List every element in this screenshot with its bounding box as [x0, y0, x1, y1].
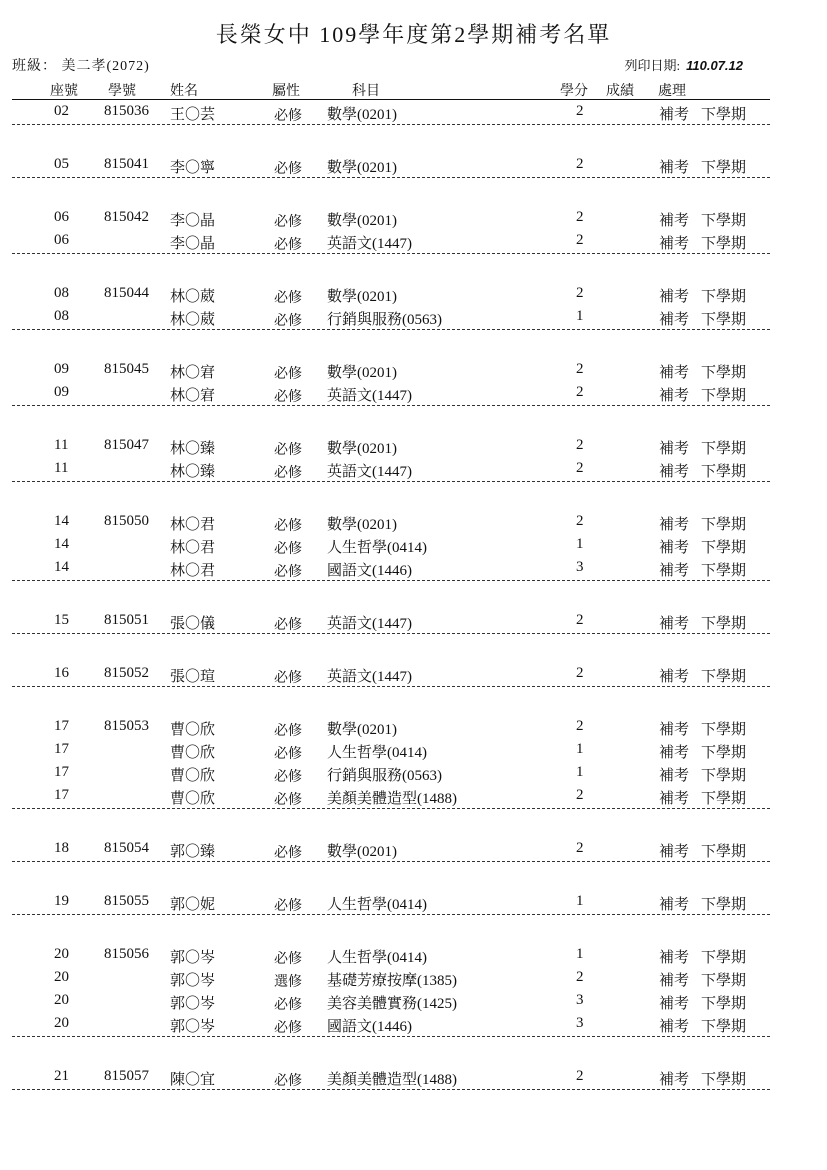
table-row [12, 1066, 770, 1089]
seat-cell: 09 [54, 361, 69, 377]
attribute-cell: 必修 [274, 519, 302, 534]
term-cell: 下學期 [701, 365, 747, 381]
action-cell: 補考 [659, 1019, 690, 1035]
subject-cell: 英語文(1447) [327, 464, 412, 480]
credit-cell: 3 [576, 559, 584, 575]
table-row [12, 663, 770, 686]
seat-cell: 09 [54, 384, 69, 400]
action-cell: 補考 [659, 236, 690, 252]
print-date-label: 列印日期: [624, 58, 681, 73]
attribute-cell: 必修 [274, 466, 302, 481]
table-row [12, 359, 770, 382]
action-cell: 補考 [659, 745, 690, 761]
credit-cell: 1 [576, 536, 584, 552]
student-id-cell: 815053 [104, 718, 149, 734]
subject-cell: 數學(0201) [327, 107, 397, 123]
student-group [12, 101, 770, 125]
table-row [12, 230, 770, 253]
student-id-cell: 815056 [104, 946, 149, 962]
seat-cell: 17 [54, 787, 69, 803]
student-group [12, 891, 770, 915]
header-score: 成績 [606, 84, 634, 99]
action-cell: 補考 [659, 669, 690, 685]
attribute-cell: 必修 [274, 1021, 302, 1036]
term-cell: 下學期 [701, 563, 747, 579]
term-cell: 下學期 [701, 464, 747, 480]
name-cell: 林〇君 [170, 563, 216, 579]
seat-cell: 08 [54, 308, 69, 324]
student-id-cell: 815042 [104, 209, 149, 225]
term-cell: 下學期 [701, 213, 747, 229]
seat-cell: 05 [54, 156, 69, 172]
student-group [12, 359, 770, 406]
name-cell: 張〇瑄 [170, 669, 216, 685]
action-cell: 補考 [659, 563, 690, 579]
term-cell: 下學期 [701, 1072, 747, 1088]
name-cell: 曹〇欣 [170, 722, 216, 738]
term-cell: 下學期 [701, 791, 747, 807]
student-group [12, 1066, 770, 1090]
report-title: 長榮女中 109學年度第2學期補考名單 [215, 22, 612, 47]
credit-cell: 1 [576, 764, 584, 780]
term-cell: 下學期 [701, 441, 747, 457]
credit-cell: 3 [576, 992, 584, 1008]
subject-cell: 行銷與服務(0563) [327, 312, 442, 328]
credit-cell: 2 [576, 718, 584, 734]
table-row [12, 534, 770, 557]
attribute-cell: 必修 [274, 291, 302, 306]
term-cell: 下學期 [701, 973, 747, 989]
subject-cell: 數學(0201) [327, 289, 397, 305]
credit-cell: 2 [576, 787, 584, 803]
attribute-cell: 必修 [274, 542, 302, 557]
table-row [12, 306, 770, 329]
term-cell: 下學期 [701, 1019, 747, 1035]
name-cell: 曹〇欣 [170, 791, 216, 807]
seat-cell: 20 [54, 992, 69, 1008]
student-id-cell: 815044 [104, 285, 149, 301]
action-cell: 補考 [659, 464, 690, 480]
student-group [12, 663, 770, 687]
header-student-id: 學號 [108, 84, 136, 99]
print-date: 110.07.12 [686, 58, 743, 73]
subject-cell: 英語文(1447) [327, 388, 412, 404]
name-cell: 曹〇欣 [170, 768, 216, 784]
credit-cell: 2 [576, 156, 584, 172]
action-cell: 補考 [659, 950, 690, 966]
action-cell: 補考 [659, 973, 690, 989]
table-row [12, 101, 770, 124]
attribute-cell: 必修 [274, 724, 302, 739]
student-group [12, 838, 770, 862]
name-cell: 郭〇岑 [170, 996, 216, 1012]
attribute-cell: 必修 [274, 618, 302, 633]
attribute-cell: 必修 [274, 565, 302, 580]
subject-cell: 人生哲學(0414) [327, 897, 427, 913]
table-row [12, 838, 770, 861]
table-row [12, 944, 770, 967]
name-cell: 林〇君 [170, 540, 216, 556]
seat-cell: 16 [54, 665, 69, 681]
table-row [12, 785, 770, 808]
seat-cell: 14 [54, 559, 69, 575]
subject-cell: 英語文(1447) [327, 616, 412, 632]
student-id-cell: 815045 [104, 361, 149, 377]
name-cell: 李〇晶 [170, 236, 216, 252]
credit-cell: 1 [576, 741, 584, 757]
name-cell: 李〇晶 [170, 213, 216, 229]
student-group [12, 944, 770, 1037]
term-cell: 下學期 [701, 996, 747, 1012]
credit-cell: 2 [576, 612, 584, 628]
header-credit: 學分 [560, 84, 588, 99]
name-cell: 郭〇岑 [170, 1019, 216, 1035]
term-cell: 下學期 [701, 312, 747, 328]
subject-cell: 數學(0201) [327, 213, 397, 229]
student-id-cell: 815052 [104, 665, 149, 681]
term-cell: 下學期 [701, 388, 747, 404]
name-cell: 張〇儀 [170, 616, 216, 632]
seat-cell: 08 [54, 285, 69, 301]
student-id-cell: 815051 [104, 612, 149, 628]
subject-cell: 數學(0201) [327, 160, 397, 176]
table-row [12, 967, 770, 990]
term-cell: 下學期 [701, 160, 747, 176]
name-cell: 王〇芸 [170, 107, 216, 123]
name-cell: 陳〇宜 [170, 1072, 216, 1088]
name-cell: 曹〇欣 [170, 745, 216, 761]
table-row [12, 154, 770, 177]
student-id-cell: 815036 [104, 103, 149, 119]
action-cell: 補考 [659, 616, 690, 632]
table-row [12, 990, 770, 1013]
attribute-cell: 必修 [274, 238, 302, 253]
action-cell: 補考 [659, 289, 690, 305]
table-row [12, 435, 770, 458]
seat-cell: 18 [54, 840, 69, 856]
subject-cell: 英語文(1447) [327, 669, 412, 685]
term-cell: 下學期 [701, 616, 747, 632]
term-cell: 下學期 [701, 289, 747, 305]
seat-cell: 17 [54, 741, 69, 757]
subject-cell: 美顏美體造型(1488) [327, 791, 457, 807]
action-cell: 補考 [659, 160, 690, 176]
attribute-cell: 必修 [274, 390, 302, 405]
seat-cell: 19 [54, 893, 69, 909]
credit-cell: 3 [576, 1015, 584, 1031]
table-row [12, 610, 770, 633]
table-row [12, 382, 770, 405]
student-group [12, 610, 770, 634]
credit-cell: 2 [576, 437, 584, 453]
attribute-cell: 必修 [274, 846, 302, 861]
seat-cell: 11 [54, 437, 69, 453]
name-cell: 林〇臻 [170, 464, 216, 480]
attribute-cell: 選修 [274, 975, 302, 990]
attribute-cell: 必修 [274, 367, 302, 382]
attribute-cell: 必修 [274, 770, 302, 785]
seat-cell: 02 [54, 103, 69, 119]
table-row [12, 762, 770, 785]
attribute-cell: 必修 [274, 109, 302, 124]
table-row [12, 716, 770, 739]
attribute-cell: 必修 [274, 314, 302, 329]
subject-cell: 國語文(1446) [327, 563, 412, 579]
action-cell: 補考 [659, 768, 690, 784]
term-cell: 下學期 [701, 107, 747, 123]
name-cell: 林〇葳 [170, 312, 216, 328]
student-id-cell: 815055 [104, 893, 149, 909]
attribute-cell: 必修 [274, 443, 302, 458]
subject-cell: 人生哲學(0414) [327, 950, 427, 966]
credit-cell: 2 [576, 361, 584, 377]
attribute-cell: 必修 [274, 671, 302, 686]
name-cell: 郭〇岑 [170, 973, 216, 989]
subject-cell: 數學(0201) [327, 844, 397, 860]
student-id-cell: 815050 [104, 513, 149, 529]
action-cell: 補考 [659, 517, 690, 533]
seat-cell: 14 [54, 513, 69, 529]
table-row [12, 891, 770, 914]
action-cell: 補考 [659, 213, 690, 229]
subject-cell: 行銷與服務(0563) [327, 768, 442, 784]
attribute-cell: 必修 [274, 899, 302, 914]
seat-cell: 20 [54, 1015, 69, 1031]
name-cell: 郭〇岑 [170, 950, 216, 966]
name-cell: 林〇臻 [170, 441, 216, 457]
student-group [12, 154, 770, 178]
action-cell: 補考 [659, 791, 690, 807]
credit-cell: 2 [576, 460, 584, 476]
credit-cell: 2 [576, 1068, 584, 1084]
seat-cell: 15 [54, 612, 69, 628]
student-group [12, 435, 770, 482]
term-cell: 下學期 [701, 897, 747, 913]
credit-cell: 1 [576, 946, 584, 962]
credit-cell: 2 [576, 969, 584, 985]
seat-cell: 20 [54, 969, 69, 985]
name-cell: 郭〇臻 [170, 844, 216, 860]
credit-cell: 2 [576, 665, 584, 681]
attribute-cell: 必修 [274, 747, 302, 762]
header-subject: 科目 [352, 84, 380, 99]
name-cell: 郭〇妮 [170, 897, 216, 913]
credit-cell: 2 [576, 840, 584, 856]
credit-cell: 2 [576, 232, 584, 248]
student-group [12, 511, 770, 581]
action-cell: 補考 [659, 996, 690, 1012]
subject-cell: 美容美體實務(1425) [327, 996, 457, 1012]
seat-cell: 20 [54, 946, 69, 962]
header-seat: 座號 [50, 84, 78, 99]
seat-cell: 06 [54, 232, 69, 248]
seat-cell: 11 [54, 460, 69, 476]
subject-cell: 基礎芳療按摩(1385) [327, 973, 457, 989]
action-cell: 補考 [659, 844, 690, 860]
credit-cell: 2 [576, 285, 584, 301]
credit-cell: 2 [576, 103, 584, 119]
table-row [12, 207, 770, 230]
table-row [12, 283, 770, 306]
seat-cell: 21 [54, 1068, 69, 1084]
student-group [12, 716, 770, 809]
credit-cell: 1 [576, 308, 584, 324]
print-date-block [625, 55, 744, 74]
attribute-cell: 必修 [274, 162, 302, 177]
name-cell: 林〇葳 [170, 289, 216, 305]
term-cell: 下學期 [701, 540, 747, 556]
action-cell: 補考 [659, 107, 690, 123]
action-cell: 補考 [659, 312, 690, 328]
student-id-cell: 815057 [104, 1068, 149, 1084]
subject-cell: 人生哲學(0414) [327, 540, 427, 556]
attribute-cell: 必修 [274, 793, 302, 808]
header-action: 處理 [658, 84, 686, 99]
name-cell: 李〇寧 [170, 160, 216, 176]
term-cell: 下學期 [701, 745, 747, 761]
student-group [12, 283, 770, 330]
table-row [12, 739, 770, 762]
subject-cell: 數學(0201) [327, 365, 397, 381]
class-label: 班級： 美二孝(2072) [12, 59, 150, 74]
action-cell: 補考 [659, 1072, 690, 1088]
term-cell: 下學期 [701, 768, 747, 784]
attribute-cell: 必修 [274, 215, 302, 230]
term-cell: 下學期 [701, 236, 747, 252]
header-name: 姓名 [170, 84, 198, 99]
seat-cell: 17 [54, 718, 69, 734]
credit-cell: 1 [576, 893, 584, 909]
table-row [12, 511, 770, 534]
credit-cell: 2 [576, 513, 584, 529]
student-id-cell: 815047 [104, 437, 149, 453]
seat-cell: 14 [54, 536, 69, 552]
table-header [12, 79, 770, 100]
term-cell: 下學期 [701, 844, 747, 860]
action-cell: 補考 [659, 897, 690, 913]
action-cell: 補考 [659, 722, 690, 738]
table-row [12, 1013, 770, 1036]
credit-cell: 2 [576, 384, 584, 400]
name-cell: 林〇宭 [170, 388, 216, 404]
action-cell: 補考 [659, 540, 690, 556]
action-cell: 補考 [659, 365, 690, 381]
action-cell: 補考 [659, 441, 690, 457]
header-attribute: 屬性 [272, 84, 300, 99]
student-id-cell: 815054 [104, 840, 149, 856]
subject-cell: 國語文(1446) [327, 1019, 412, 1035]
term-cell: 下學期 [701, 950, 747, 966]
name-cell: 林〇君 [170, 517, 216, 533]
action-cell: 補考 [659, 388, 690, 404]
term-cell: 下學期 [701, 669, 747, 685]
student-group [12, 207, 770, 254]
subject-cell: 人生哲學(0414) [327, 745, 427, 761]
credit-cell: 2 [576, 209, 584, 225]
term-cell: 下學期 [701, 722, 747, 738]
subject-cell: 數學(0201) [327, 722, 397, 738]
name-cell: 林〇宭 [170, 365, 216, 381]
term-cell: 下學期 [701, 517, 747, 533]
table-row [12, 458, 770, 481]
attribute-cell: 必修 [274, 952, 302, 967]
attribute-cell: 必修 [274, 1074, 302, 1089]
student-id-cell: 815041 [104, 156, 149, 172]
seat-cell: 17 [54, 764, 69, 780]
subject-cell: 英語文(1447) [327, 236, 412, 252]
attribute-cell: 必修 [274, 998, 302, 1013]
seat-cell: 06 [54, 209, 69, 225]
table-row [12, 557, 770, 580]
subject-cell: 數學(0201) [327, 441, 397, 457]
subject-cell: 數學(0201) [327, 517, 397, 533]
subject-cell: 美顏美體造型(1488) [327, 1072, 457, 1088]
